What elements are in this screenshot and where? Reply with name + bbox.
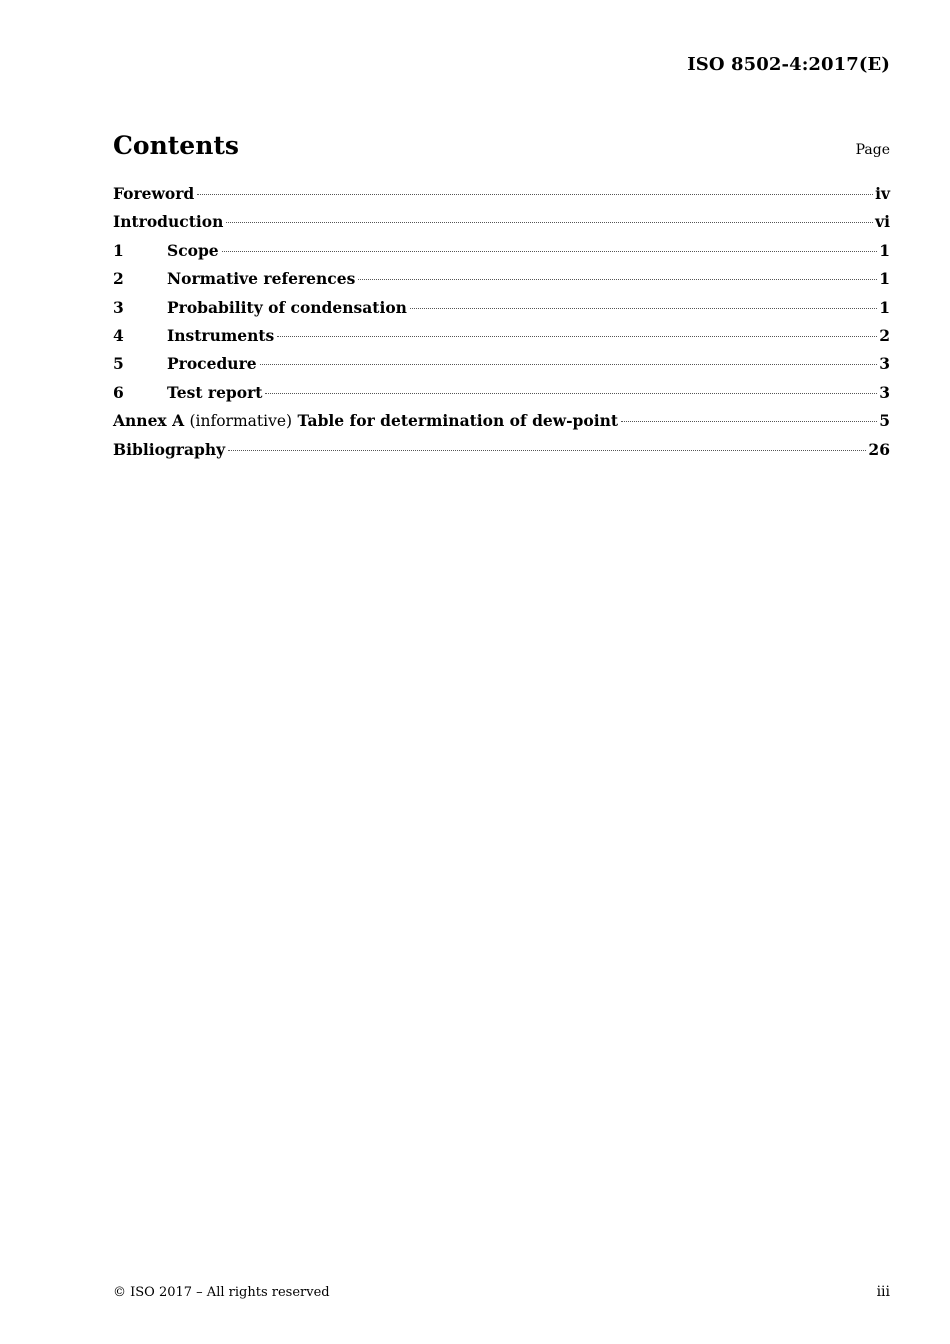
- toc-entry-title: Probability of condensation: [167, 297, 407, 317]
- toc-entry-bibliography[interactable]: [113, 440, 890, 468]
- annex-title: Table for determination of dew-point: [297, 411, 619, 431]
- toc-entry-title: Normative references: [167, 269, 356, 289]
- toc-entry-scope[interactable]: [113, 241, 890, 269]
- toc-entry-number: 3: [113, 297, 124, 317]
- table-of-contents: [113, 184, 890, 468]
- toc-entry-annex-a[interactable]: [113, 411, 890, 439]
- contents-heading: Contents: [113, 131, 240, 160]
- toc-entry-title: Instruments: [167, 325, 275, 345]
- annex-label: Annex A: [113, 411, 185, 431]
- dot-leader: [260, 364, 878, 365]
- toc-entry-number: 1: [113, 240, 124, 260]
- toc-entry-title: Scope: [167, 240, 219, 260]
- toc-entry-title: Introduction: [113, 212, 224, 232]
- toc-entry-page: 2: [879, 325, 890, 345]
- toc-entry-title: Test report: [167, 382, 263, 402]
- dot-leader: [197, 194, 873, 195]
- toc-entry-foreword[interactable]: [113, 184, 890, 212]
- dot-leader: [265, 393, 877, 394]
- toc-entry-page: 26: [868, 439, 890, 459]
- toc-entry-page: 5: [879, 411, 890, 431]
- toc-entry-probability-of-condensation[interactable]: [113, 298, 890, 326]
- toc-entry-page: 1: [879, 269, 890, 289]
- toc-entry-instruments[interactable]: [113, 326, 890, 354]
- dot-leader: [410, 308, 877, 309]
- dot-leader: [621, 421, 877, 422]
- footer-page-number: iii: [876, 1284, 890, 1300]
- toc-entry-procedure[interactable]: [113, 354, 890, 382]
- toc-entry-number: 2: [113, 269, 124, 289]
- dot-leader: [277, 336, 877, 337]
- dot-leader: [228, 450, 866, 451]
- toc-entry-page: 1: [879, 240, 890, 260]
- dot-leader: [222, 251, 878, 252]
- dot-leader: [358, 279, 877, 280]
- toc-entry-page: 3: [879, 354, 890, 374]
- page-column-label: Page: [855, 142, 890, 158]
- toc-entry-number: 4: [113, 325, 124, 345]
- footer-copyright: © ISO 2017 – All rights reserved: [113, 1285, 330, 1300]
- toc-entry-page: iv: [875, 184, 890, 203]
- toc-entry-page: vi: [875, 212, 890, 232]
- toc-entry-introduction[interactable]: [113, 212, 890, 240]
- toc-entry-number: 5: [113, 354, 124, 374]
- toc-entry-page: 1: [879, 297, 890, 317]
- toc-entry-normative-references[interactable]: [113, 269, 890, 297]
- toc-entry-title: Bibliography: [113, 439, 226, 459]
- toc-entry-title: Procedure: [167, 354, 257, 374]
- toc-entry-title: Foreword: [113, 184, 195, 203]
- toc-entry-test-report[interactable]: [113, 383, 890, 411]
- dot-leader: [226, 222, 873, 223]
- document-id: ISO 8502-4:2017(E): [687, 54, 890, 75]
- annex-note: (informative): [189, 412, 293, 431]
- toc-entry-number: 6: [113, 382, 124, 402]
- toc-entry-page: 3: [879, 382, 890, 402]
- toc-entry-title: [113, 411, 618, 430]
